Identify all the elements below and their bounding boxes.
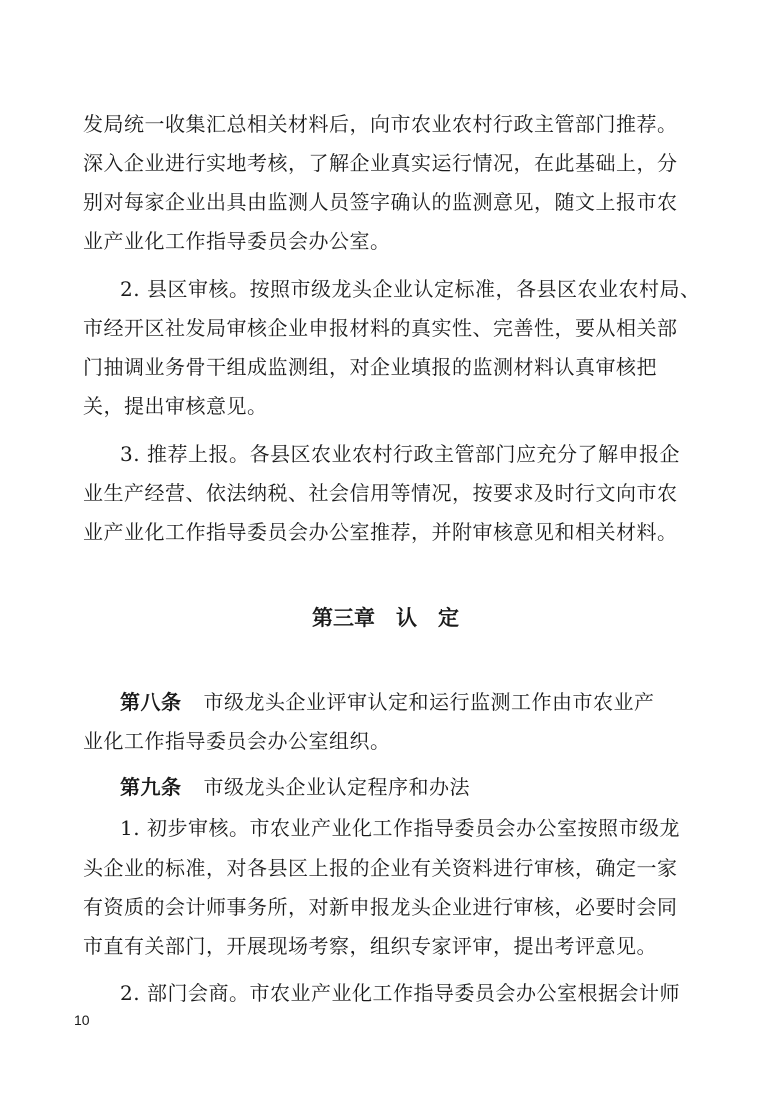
paragraph-line: 业产业化工作指导委员会办公室推荐，并附审核意见和相关材料。 xyxy=(83,520,678,544)
paragraph-line: 发局统一收集汇总相关材料后，向市农业农村行政主管部门推荐。 xyxy=(83,112,678,136)
paragraph-line: 业生产经营、依法纳税、社会信用等情况，按要求及时行文向市农 xyxy=(83,481,678,505)
article-8-line-1 xyxy=(120,688,700,716)
article-8-label: 第八条 xyxy=(120,690,182,714)
paragraph-line: 市直有关部门，开展现场考察，组织专家评审，提出考评意见。 xyxy=(83,934,657,958)
paragraph-line: 门抽调业务骨干组成监测组，对企业填报的监测材料认真审核把 xyxy=(83,355,657,379)
article-9-label: 第九条 xyxy=(120,775,182,799)
paragraph-line: 2. 县区审核。按照市级龙头企业认定标准，各县区农业农村局、 xyxy=(120,277,701,301)
article-8-text: 市级龙头企业评审认定和运行监测工作由市农业产 xyxy=(203,690,655,714)
page-number: 10 xyxy=(74,1012,90,1028)
paragraph-line: 市经开区社发局审核企业申报材料的真实性、完善性，要从相关部 xyxy=(83,316,678,340)
paragraph-line: 2. 部门会商。市农业产业化工作指导委员会办公室根据会计师 xyxy=(120,981,680,1005)
paragraph-line: 1. 初步审核。市农业产业化工作指导委员会办公室按照市级龙 xyxy=(120,816,680,840)
paragraph-line: 业产业化工作指导委员会办公室。 xyxy=(83,229,391,253)
chapter-title: 第三章 认 定 xyxy=(312,605,459,630)
paragraph-line: 别对每家企业出具由监测人员签字确认的监测意见，随文上报市农 xyxy=(83,190,678,214)
paragraph-line: 头企业的标准，对各县区上报的企业有关资料进行审核，确定一家 xyxy=(83,856,678,880)
paragraph-line: 关，提出审核意见。 xyxy=(83,394,268,418)
paragraph-line: 有资质的会计师事务所，对新申报龙头企业进行审核，必要时会同 xyxy=(83,895,678,919)
article-9-text: 市级龙头企业认定程序和办法 xyxy=(203,775,470,799)
paragraph-line: 深入企业进行实地考核，了解企业真实运行情况，在此基础上，分 xyxy=(83,151,678,175)
article-8-line-2: 业化工作指导委员会办公室组织。 xyxy=(83,729,391,753)
article-9-line xyxy=(120,773,700,801)
paragraph-line: 3. 推荐上报。各县区农业农村行政主管部门应充分了解申报企 xyxy=(120,442,680,466)
